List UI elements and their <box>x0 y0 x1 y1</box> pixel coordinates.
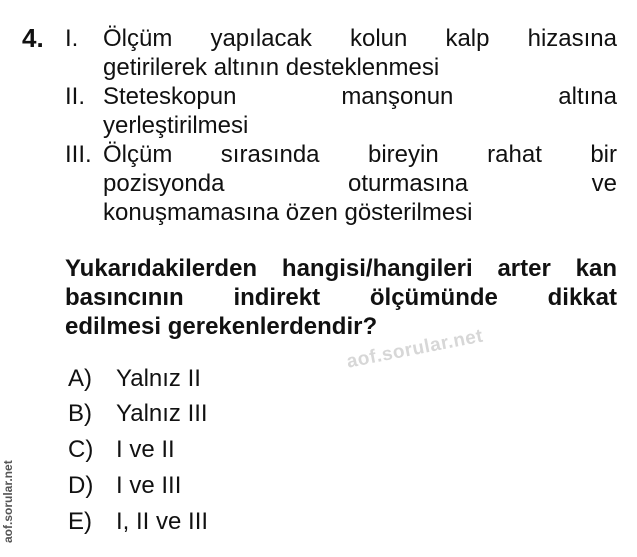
statement-2-line-2: yerleştirilmesi <box>103 112 249 139</box>
stem-line-3: edilmesi gerekenlerdendir? <box>65 313 378 340</box>
statement-3-line-2: pozisyonda oturmasına ve <box>103 170 617 197</box>
statement-2 <box>65 82 617 140</box>
option-d-letter: D) <box>68 472 94 499</box>
option-c-text: I ve II <box>116 436 175 463</box>
statement-1-roman: I. <box>65 25 79 52</box>
statement-2-line-1: Steteskopun manşonun altına <box>103 83 617 110</box>
statement-1-line-2: getirilerek altının desteklenmesi <box>103 54 440 81</box>
option-e[interactable] <box>68 507 208 536</box>
side-watermark: aof.sorular.net <box>1 460 15 543</box>
statement-2-roman: II. <box>65 83 86 110</box>
option-e-text: I, II ve III <box>116 508 209 535</box>
question-stem <box>65 254 617 341</box>
statement-3-line-3: konuşmamasına özen gösterilmesi <box>103 199 473 226</box>
option-d[interactable] <box>68 471 181 500</box>
statement-3 <box>65 140 617 227</box>
question-number: 4. <box>22 23 44 53</box>
statement-3-roman: III. <box>65 141 92 168</box>
stem-line-1: Yukarıdakilerden hangisi/hangileri arter kan <box>65 255 617 282</box>
watermark: aof.sorular.net <box>345 325 485 373</box>
stem-line-2: basıncının indirekt ölçümünde dikkat <box>65 284 617 311</box>
option-a-text: Yalnız II <box>116 365 201 392</box>
statement-1 <box>65 24 617 82</box>
statement-1-line-1: Ölçüm yapılacak kolun kalp hizasına <box>103 25 617 52</box>
option-c[interactable] <box>68 435 175 464</box>
option-c-letter: C) <box>68 436 94 463</box>
statement-3-line-1: Ölçüm sırasında bireyin rahat bir <box>103 141 617 168</box>
option-a-letter: A) <box>68 365 92 392</box>
option-b-letter: B) <box>68 400 92 427</box>
option-a[interactable] <box>68 364 201 393</box>
option-b-text: Yalnız III <box>116 400 208 427</box>
option-d-text: I ve III <box>116 472 182 499</box>
option-e-letter: E) <box>68 508 92 535</box>
option-b[interactable] <box>68 399 208 428</box>
